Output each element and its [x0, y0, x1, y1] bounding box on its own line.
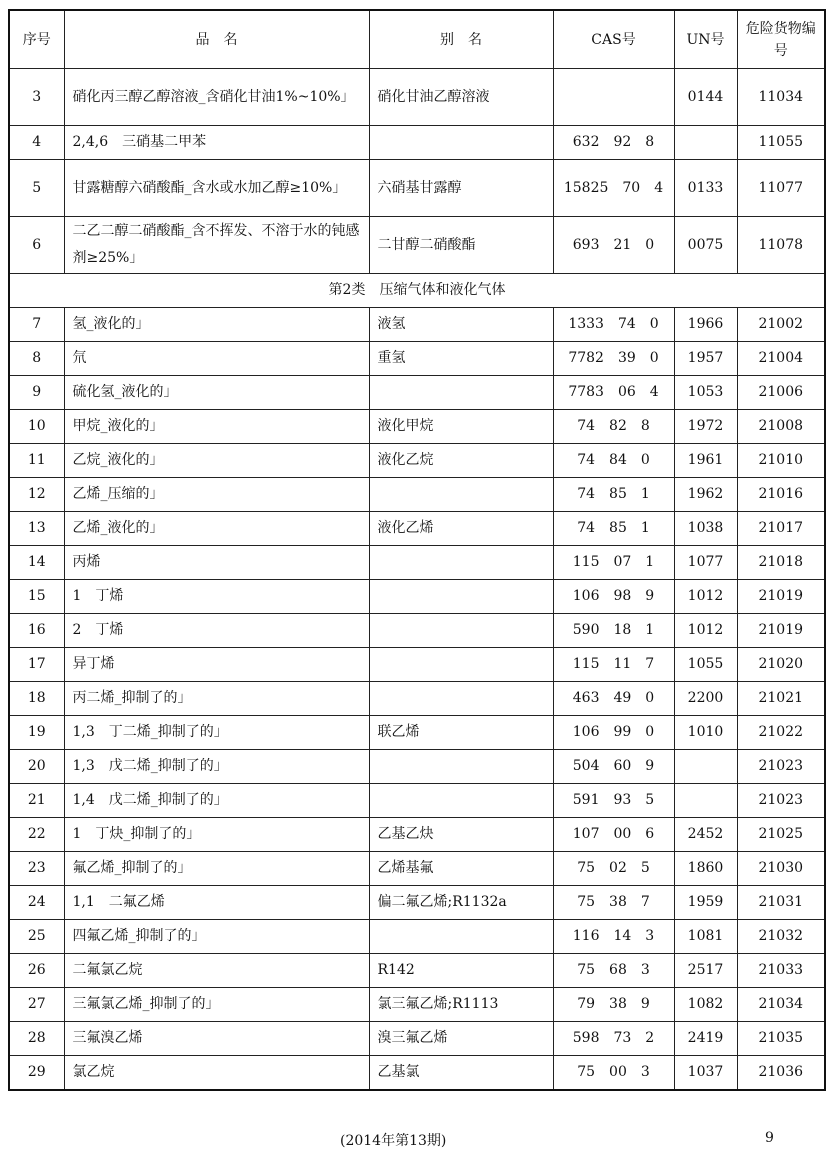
cell-code: 21031 — [737, 886, 825, 920]
cell-cas: 75 68 3 — [553, 954, 674, 988]
cell-un: 1055 — [674, 648, 737, 682]
cell-code: 21004 — [737, 342, 825, 376]
cell-alias: 六硝基甘露醇 — [369, 160, 553, 217]
cell-un: 1010 — [674, 716, 737, 750]
cell-un — [674, 750, 737, 784]
cell-no: 22 — [9, 818, 64, 852]
issue-label: (2014年第13期) — [340, 1133, 447, 1149]
cell-name: 1,3 丁二烯_抑制了的」 — [64, 716, 369, 750]
table-row — [9, 444, 825, 478]
cell-name: 乙烯_液化的」 — [64, 512, 369, 546]
cell-cas: 591 93 5 — [553, 784, 674, 818]
cell-un: 1082 — [674, 988, 737, 1022]
cell-name: 1 丁烯 — [64, 580, 369, 614]
cell-name: 丙烯 — [64, 546, 369, 580]
cell-no: 16 — [9, 614, 64, 648]
cell-alias: 二甘醇二硝酸酯 — [369, 217, 553, 274]
cell-name: 三氟溴乙烯 — [64, 1022, 369, 1056]
cell-alias — [369, 126, 553, 160]
cell-alias — [369, 750, 553, 784]
table-row — [9, 342, 825, 376]
cell-no: 11 — [9, 444, 64, 478]
cell-un: 1962 — [674, 478, 737, 512]
cell-cas: 115 11 7 — [553, 648, 674, 682]
table-row — [9, 308, 825, 342]
cell-code: 21010 — [737, 444, 825, 478]
cell-no: 28 — [9, 1022, 64, 1056]
cell-cas: 74 85 1 — [553, 478, 674, 512]
cell-un: 0133 — [674, 160, 737, 217]
cell-name: 二氟氯乙烷 — [64, 954, 369, 988]
cell-no: 8 — [9, 342, 64, 376]
table-row — [9, 784, 825, 818]
header-alias: 别 名 — [369, 10, 553, 69]
cell-alias — [369, 784, 553, 818]
table-row — [9, 682, 825, 716]
cell-un — [674, 126, 737, 160]
cell-no: 20 — [9, 750, 64, 784]
cell-un: 2419 — [674, 1022, 737, 1056]
cell-alias: 重氢 — [369, 342, 553, 376]
cell-name: 2,4,6 三硝基二甲苯 — [64, 126, 369, 160]
cell-code: 11055 — [737, 126, 825, 160]
cell-alias: 氯三氟乙烯;R1113 — [369, 988, 553, 1022]
table-row — [9, 376, 825, 410]
cell-no: 24 — [9, 886, 64, 920]
cell-cas: 74 84 0 — [553, 444, 674, 478]
cell-un: 2517 — [674, 954, 737, 988]
cell-un: 0144 — [674, 69, 737, 126]
cell-name: 异丁烯 — [64, 648, 369, 682]
cell-code: 21033 — [737, 954, 825, 988]
cell-cas: 15825 70 4 — [553, 160, 674, 217]
header-un: UN号 — [674, 10, 737, 69]
cell-name: 三氟氯乙烯_抑制了的」 — [64, 988, 369, 1022]
cell-code: 21030 — [737, 852, 825, 886]
table-row — [9, 160, 825, 217]
category-row — [9, 274, 825, 308]
cell-no: 21 — [9, 784, 64, 818]
cell-name: 氯乙烷 — [64, 1056, 369, 1091]
cell-un: 1972 — [674, 410, 737, 444]
cell-cas: 590 18 1 — [553, 614, 674, 648]
cell-no: 25 — [9, 920, 64, 954]
cell-cas: 75 38 7 — [553, 886, 674, 920]
cell-alias — [369, 376, 553, 410]
cell-name: 氘 — [64, 342, 369, 376]
cell-un: 1012 — [674, 580, 737, 614]
table-row — [9, 512, 825, 546]
table-row — [9, 410, 825, 444]
cell-cas: 7782 39 0 — [553, 342, 674, 376]
cell-cas: 115 07 1 — [553, 546, 674, 580]
cell-alias: R142 — [369, 954, 553, 988]
cell-no: 6 — [9, 217, 64, 274]
cell-name: 丙二烯_抑制了的」 — [64, 682, 369, 716]
header-cas: CAS号 — [553, 10, 674, 69]
cell-no: 27 — [9, 988, 64, 1022]
cell-un: 1012 — [674, 614, 737, 648]
cell-alias: 液化甲烷 — [369, 410, 553, 444]
table-row — [9, 988, 825, 1022]
cell-alias: 乙基乙炔 — [369, 818, 553, 852]
cell-un: 2452 — [674, 818, 737, 852]
cell-code: 21022 — [737, 716, 825, 750]
cell-no: 5 — [9, 160, 64, 217]
cell-cas: 75 02 5 — [553, 852, 674, 886]
cell-alias: 液化乙烷 — [369, 444, 553, 478]
cell-alias: 液氢 — [369, 308, 553, 342]
cell-no: 13 — [9, 512, 64, 546]
cell-alias: 乙烯基氟 — [369, 852, 553, 886]
cell-code: 21006 — [737, 376, 825, 410]
cell-alias — [369, 614, 553, 648]
cell-name: 四氟乙烯_抑制了的」 — [64, 920, 369, 954]
cell-un: 1037 — [674, 1056, 737, 1091]
cell-code: 21016 — [737, 478, 825, 512]
cell-no: 19 — [9, 716, 64, 750]
cell-code: 11034 — [737, 69, 825, 126]
table-row — [9, 716, 825, 750]
table-row — [9, 886, 825, 920]
table-row — [9, 750, 825, 784]
table-row — [9, 217, 825, 274]
cell-no: 17 — [9, 648, 64, 682]
cell-alias: 偏二氟乙烯;R1132a — [369, 886, 553, 920]
cell-code: 21019 — [737, 614, 825, 648]
cell-code: 21018 — [737, 546, 825, 580]
cell-alias — [369, 580, 553, 614]
cell-un: 1959 — [674, 886, 737, 920]
cell-alias: 联乙烯 — [369, 716, 553, 750]
cell-alias — [369, 682, 553, 716]
cell-alias — [369, 648, 553, 682]
cell-code: 21034 — [737, 988, 825, 1022]
cell-no: 9 — [9, 376, 64, 410]
table-row — [9, 580, 825, 614]
cell-no: 3 — [9, 69, 64, 126]
cell-un: 1961 — [674, 444, 737, 478]
cell-no: 18 — [9, 682, 64, 716]
cell-cas: 107 00 6 — [553, 818, 674, 852]
cell-alias: 液化乙烯 — [369, 512, 553, 546]
table-row — [9, 818, 825, 852]
cell-code: 21023 — [737, 750, 825, 784]
cell-code: 21017 — [737, 512, 825, 546]
cell-no: 10 — [9, 410, 64, 444]
cell-no: 7 — [9, 308, 64, 342]
header-name: 品 名 — [64, 10, 369, 69]
table-row — [9, 1022, 825, 1056]
cell-name: 二乙二醇二硝酸酯_含不挥发、不溶于水的钝感剂≥25%」 — [64, 217, 369, 274]
cell-code: 21020 — [737, 648, 825, 682]
table-row — [9, 614, 825, 648]
cell-cas: 74 82 8 — [553, 410, 674, 444]
cell-cas: 106 99 0 — [553, 716, 674, 750]
category-label: 第2类 压缩气体和液化气体 — [9, 274, 825, 308]
cell-no: 14 — [9, 546, 64, 580]
cell-code: 21008 — [737, 410, 825, 444]
table-row — [9, 648, 825, 682]
cell-name: 氟乙烯_抑制了的」 — [64, 852, 369, 886]
table-header — [9, 10, 825, 69]
table-row — [9, 1056, 825, 1091]
cell-cas: 1333 74 0 — [553, 308, 674, 342]
header-code: 危险货物编号 — [737, 10, 825, 69]
table-row — [9, 852, 825, 886]
cell-code: 21019 — [737, 580, 825, 614]
table-row — [9, 69, 825, 126]
cell-cas: 504 60 9 — [553, 750, 674, 784]
table-row — [9, 478, 825, 512]
cell-code: 21036 — [737, 1056, 825, 1091]
cell-un: 1860 — [674, 852, 737, 886]
cell-un: 2200 — [674, 682, 737, 716]
page-number: 9 — [765, 1130, 774, 1146]
cell-name: 2 丁烯 — [64, 614, 369, 648]
cell-cas: 106 98 9 — [553, 580, 674, 614]
cell-name: 1,1 二氟乙烯 — [64, 886, 369, 920]
cell-code: 21035 — [737, 1022, 825, 1056]
cell-name: 乙烷_液化的」 — [64, 444, 369, 478]
table-row — [9, 126, 825, 160]
cell-cas: 74 85 1 — [553, 512, 674, 546]
cell-no: 23 — [9, 852, 64, 886]
cell-code: 11077 — [737, 160, 825, 217]
cell-code: 21002 — [737, 308, 825, 342]
cell-cas: 116 14 3 — [553, 920, 674, 954]
cell-cas: 7783 06 4 — [553, 376, 674, 410]
header-no: 序号 — [9, 10, 64, 69]
cell-name: 硫化氢_液化的」 — [64, 376, 369, 410]
cell-un: 1053 — [674, 376, 737, 410]
cell-name: 1 丁炔_抑制了的」 — [64, 818, 369, 852]
cell-no: 26 — [9, 954, 64, 988]
cell-alias: 硝化甘油乙醇溶液 — [369, 69, 553, 126]
cell-cas: 632 92 8 — [553, 126, 674, 160]
cell-name: 甲烷_液化的」 — [64, 410, 369, 444]
cell-no: 15 — [9, 580, 64, 614]
cell-name: 甘露糖醇六硝酸酯_含水或水加乙醇≥10%」 — [64, 160, 369, 217]
cell-name: 1,3 戊二烯_抑制了的」 — [64, 750, 369, 784]
cell-alias: 乙基氯 — [369, 1056, 553, 1091]
cell-alias — [369, 546, 553, 580]
cell-name: 氢_液化的」 — [64, 308, 369, 342]
cell-un: 1038 — [674, 512, 737, 546]
cell-code: 21023 — [737, 784, 825, 818]
cell-alias: 溴三氟乙烯 — [369, 1022, 553, 1056]
table-row — [9, 546, 825, 580]
cell-un: 0075 — [674, 217, 737, 274]
cell-un — [674, 784, 737, 818]
cell-cas: 79 38 9 — [553, 988, 674, 1022]
cell-name: 硝化丙三醇乙醇溶液_含硝化甘油1%~10%」 — [64, 69, 369, 126]
table-row — [9, 954, 825, 988]
cell-code: 21021 — [737, 682, 825, 716]
cell-cas: 693 21 0 — [553, 217, 674, 274]
cell-alias — [369, 920, 553, 954]
cell-cas: 463 49 0 — [553, 682, 674, 716]
cell-no: 29 — [9, 1056, 64, 1091]
table-row — [9, 920, 825, 954]
cell-code: 21025 — [737, 818, 825, 852]
cell-cas — [553, 69, 674, 126]
cell-un: 1081 — [674, 920, 737, 954]
cell-un: 1957 — [674, 342, 737, 376]
cell-un: 1966 — [674, 308, 737, 342]
hazardous-goods-table — [8, 9, 826, 1091]
cell-cas: 598 73 2 — [553, 1022, 674, 1056]
cell-code: 11078 — [737, 217, 825, 274]
cell-no: 4 — [9, 126, 64, 160]
cell-alias — [369, 478, 553, 512]
cell-name: 乙烯_压缩的」 — [64, 478, 369, 512]
cell-cas: 75 00 3 — [553, 1056, 674, 1091]
cell-code: 21032 — [737, 920, 825, 954]
cell-un: 1077 — [674, 546, 737, 580]
cell-name: 1,4 戊二烯_抑制了的」 — [64, 784, 369, 818]
cell-no: 12 — [9, 478, 64, 512]
